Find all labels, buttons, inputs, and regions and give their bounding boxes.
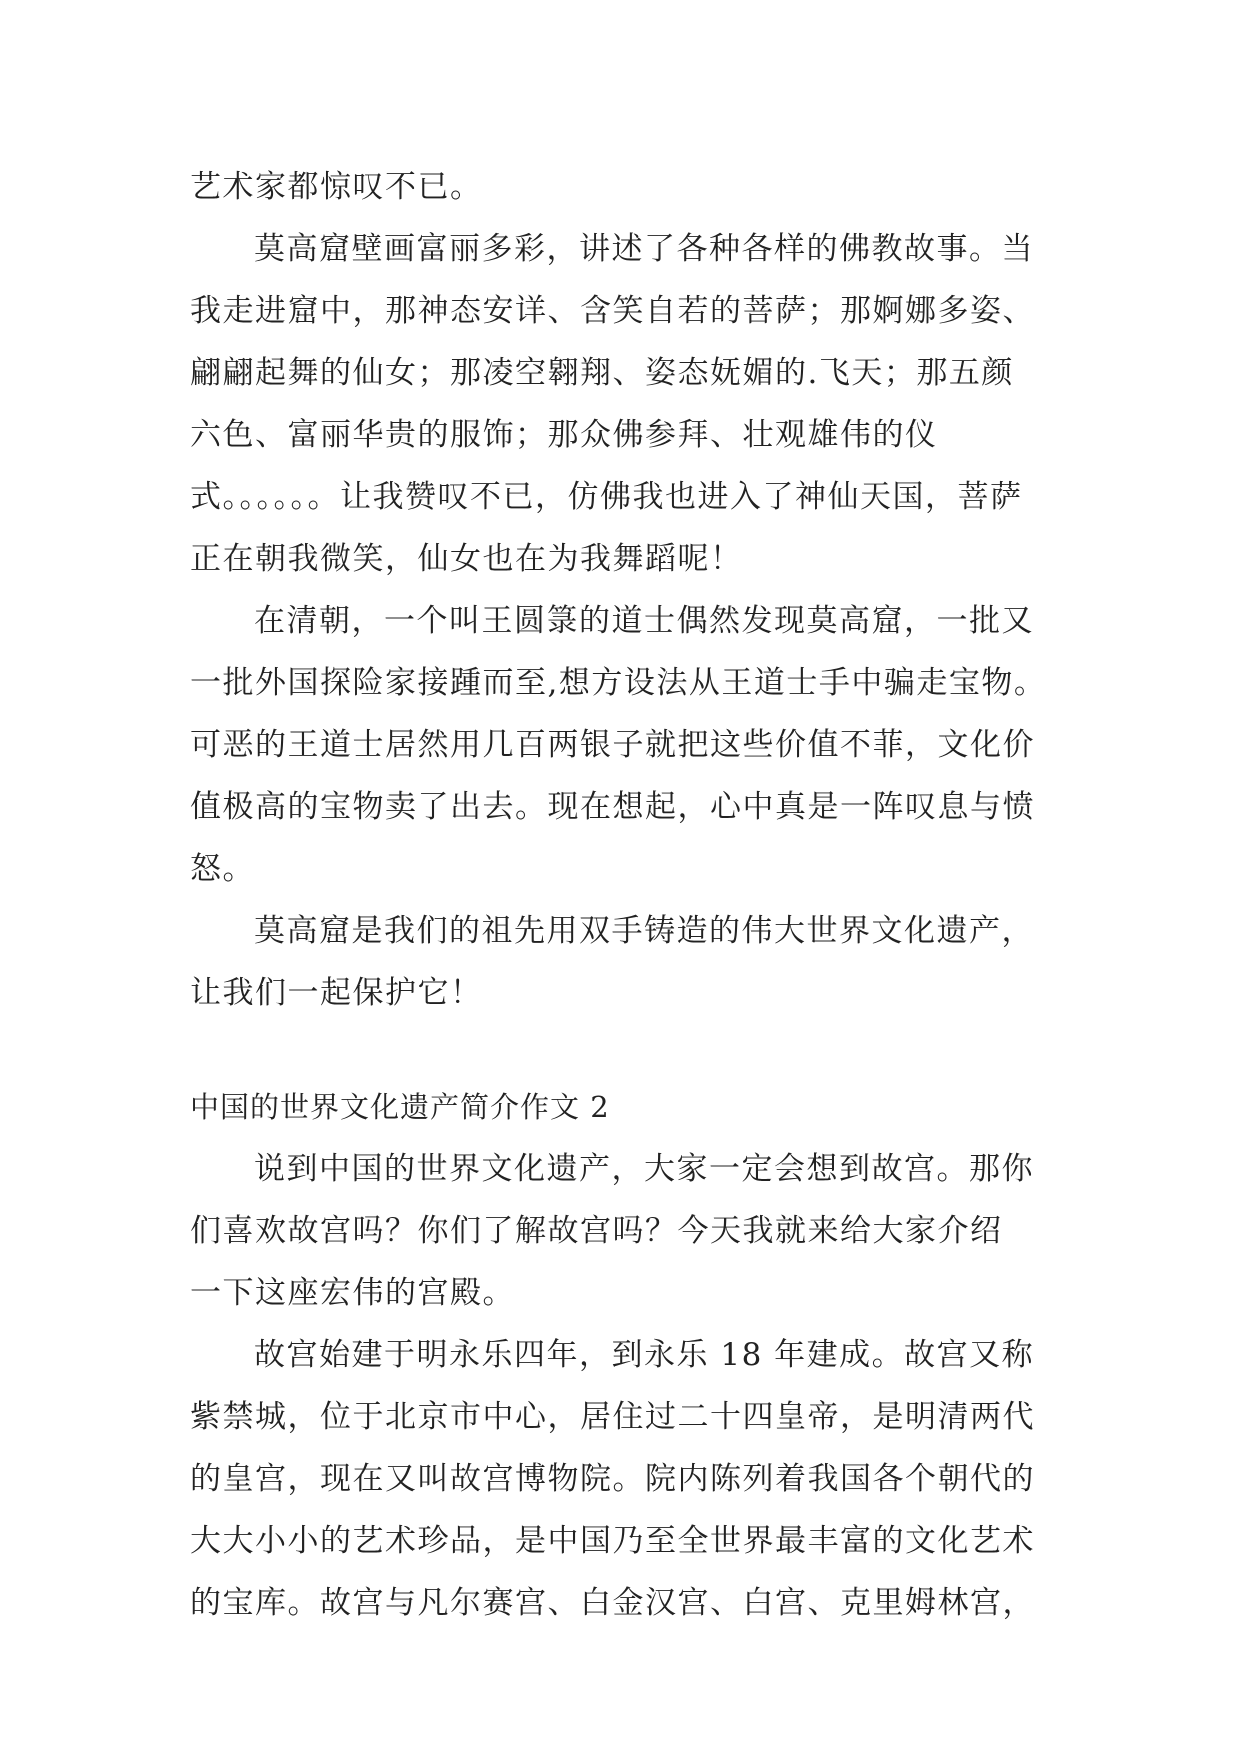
paragraph-6 [190, 1324, 1050, 1634]
text-line: 紫禁城，位于北京市中心，居住过二十四皇帝，是明清两代 [190, 1399, 1035, 1435]
text-line: 的皇宫，现在又叫故宫博物院。院内陈列着我国各个朝代的 [190, 1461, 1035, 1497]
text-line: 一批外国探险家接踵而至,想方设法从王道士手中骗走宝物。 [190, 665, 1047, 701]
paragraph-5 [190, 1138, 1050, 1324]
paragraph-4 [190, 900, 1050, 1024]
text-line: 六色、富丽华贵的服饰；那众佛参拜、壮观雄伟的仪 [190, 417, 938, 453]
text-line: 式。。。。。。让我赞叹不已，仿佛我也进入了神仙天国，菩萨 [190, 479, 1023, 515]
text-line: 正在朝我微笑，仙女也在为我舞蹈呢！ [190, 541, 743, 577]
text-line: 怒。 [190, 851, 255, 887]
text-line: 莫高窟壁画富丽多彩，讲述了各种各样的佛教故事。当 [254, 231, 1034, 267]
text-line: 的宝库。故宫与凡尔赛宫、白金汉宫、白宫、克里姆林宫， [190, 1585, 1035, 1621]
document-body [190, 156, 1050, 1634]
text-line: 翩翩起舞的仙女；那凌空翱翔、姿态妩媚的.飞天；那五颜 [190, 355, 1014, 391]
text-line: 们喜欢故宫吗？你们了解故宫吗？今天我就来给大家介绍 [190, 1213, 1003, 1249]
paragraph-2 [190, 218, 1050, 590]
text-line: 故宫始建于明永乐四年，到永乐 18 年建成。故宫又称 [254, 1337, 1035, 1373]
text-line: 让我们一起保护它！ [190, 975, 483, 1011]
text-line: 我走进窟中，那神态安详、含笑自若的菩萨；那婀娜多姿、 [190, 293, 1035, 329]
text-line: 莫高窟是我们的祖先用双手铸造的伟大世界文化遗产， [254, 913, 1034, 949]
text-line: 值极高的宝物卖了出去。现在想起，心中真是一阵叹息与愤 [190, 789, 1035, 825]
paragraph-3 [190, 590, 1050, 900]
text-line: 一下这座宏伟的宫殿。 [190, 1275, 515, 1311]
section-gap [190, 1024, 1050, 1076]
text-line: 艺术家都惊叹不已。 [190, 169, 483, 205]
text-line: 可恶的王道士居然用几百两银子就把这些价值不菲，文化价 [190, 727, 1035, 763]
text-line: 说到中国的世界文化遗产，大家一定会想到故宫。那你 [254, 1151, 1034, 1187]
paragraph-1 [190, 156, 1050, 218]
section-heading: 中国的世界文化遗产简介作文 2 [190, 1090, 610, 1124]
text-line: 在清朝，一个叫王圆箓的道士偶然发现莫高窟，一批又 [254, 603, 1034, 639]
text-line: 大大小小的艺术珍品，是中国乃至全世界最丰富的文化艺术 [190, 1523, 1035, 1559]
